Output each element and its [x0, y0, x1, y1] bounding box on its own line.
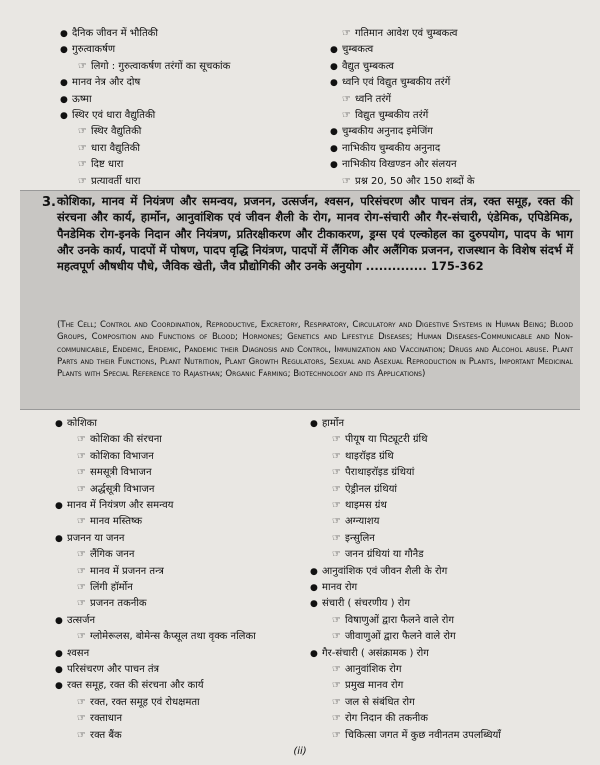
pointing-hand-icon: ☞ — [332, 467, 341, 479]
bullet-icon: ● — [60, 111, 68, 121]
toc-subtopic[interactable] — [77, 451, 154, 463]
bullet-icon: ● — [330, 78, 338, 89]
toc-topic[interactable] — [330, 126, 433, 138]
toc-label: उत्सर्जन — [67, 614, 96, 626]
pointing-hand-icon: ☞ — [78, 60, 87, 72]
toc-subtopic[interactable] — [342, 28, 457, 40]
bullet-icon: ● — [55, 665, 63, 675]
toc-subtopic[interactable] — [332, 664, 401, 676]
toc-subtopic[interactable] — [332, 516, 379, 528]
pointing-hand-icon: ☞ — [78, 126, 87, 138]
bullet-icon: ● — [55, 681, 63, 692]
toc-topic[interactable] — [310, 418, 344, 430]
chapter-page-range: 175-362 — [430, 259, 484, 274]
pointing-hand-icon: ☞ — [332, 729, 341, 741]
bullet-icon: ● — [310, 583, 318, 593]
toc-topic[interactable] — [330, 143, 440, 155]
pointing-hand-icon: ☞ — [342, 110, 351, 121]
bullet-icon: ● — [330, 61, 338, 72]
toc-subtopic[interactable] — [332, 484, 397, 496]
pointing-hand-icon: ☞ — [332, 483, 341, 495]
toc-subtopic[interactable] — [78, 126, 141, 138]
toc-label: इन्सुलिन — [345, 532, 375, 544]
toc-label: कोशिका की संरचना — [90, 434, 162, 446]
toc-subtopic[interactable] — [78, 159, 123, 171]
pointing-hand-icon: ☞ — [342, 93, 351, 105]
toc-label: मानव मस्तिष्क — [90, 516, 143, 528]
toc-label: लिगो : गुरुत्वाकर्षण तरंगों का सूचकांक — [91, 60, 231, 72]
toc-subtopic[interactable] — [77, 549, 134, 561]
bullet-icon: ● — [330, 45, 338, 56]
toc-label: समसूत्री विभाजन — [90, 467, 152, 479]
toc-label: मानव में प्रजनन तन्त्र — [90, 565, 164, 577]
toc-subtopic[interactable] — [77, 566, 164, 578]
pointing-hand-icon: ☞ — [332, 516, 341, 528]
toc-label: स्थिर वैद्युतिकी — [91, 126, 142, 138]
chapter-number: 3. — [42, 195, 56, 210]
toc-label: परिसंचरण और पाचन तंत्र — [67, 664, 160, 675]
toc-label: चुम्बकत्व — [342, 44, 374, 56]
toc-subtopic[interactable] — [332, 451, 394, 463]
pointing-hand-icon: ☞ — [77, 713, 86, 725]
chapter-title-english: (The Cell; Control and Coordination, Reproductive, Excretory, Respiratory, Circulatory and Digestive Systems in Human Being; Blood Groups, Composition and Functions of Blood; Hormones; Genetics and Lifestyle Diseases; Human Diseases-Communicable and Non-communicable, Endemic, Epidemic, Pandemic their Diagnosis and Control, Immunization and Vaccination; Drugs and Alcohol abuse. Plant Parts and their Functions, Plant Nutrition, Plant Growth Regulators, Sexual and Asexual Reproduction in Plants, Important Medicinal Plants with Special Reference to Rajasthan; Organic Farming; Biotechnology and its Applications) — [57, 320, 573, 380]
toc-label: प्रजनन या जनन — [67, 532, 125, 544]
pointing-hand-icon: ☞ — [77, 598, 86, 610]
toc-subtopic[interactable] — [342, 110, 428, 122]
toc-label: रक्त, रक्त समूह एवं रोधक्षमता — [90, 696, 200, 708]
toc-label: नाभिकीय विखण्डन और संलयन — [342, 159, 457, 171]
toc-subtopic[interactable] — [77, 484, 154, 496]
toc-label: जल से संबंधित रोग — [345, 696, 415, 708]
toc-topic[interactable] — [330, 159, 457, 171]
toc-label: गतिमान आवेश एवं चुम्बकत्व — [355, 28, 458, 39]
pointing-hand-icon: ☞ — [332, 614, 341, 626]
chapter-3-heading-band — [20, 190, 580, 410]
toc-label: रक्त समूह, रक्त की संरचना और कार्य — [67, 680, 204, 692]
bullet-icon: ● — [310, 599, 318, 610]
toc-topic[interactable] — [330, 44, 373, 56]
toc-label: ग्लोमेरूलस, बोमेन्स कैप्सूल तथा वृक्क नलिका — [90, 631, 256, 643]
toc-label: प्रजनन तकनीक — [90, 598, 147, 610]
toc-subtopic[interactable] — [77, 516, 142, 528]
toc-label: पीयूष या पिट्यूटरी ग्रंथि — [345, 434, 428, 446]
toc-label: चिकित्सा जगत में कुछ नवीनतम उपलब्धियाँ — [345, 729, 501, 741]
toc-subtopic[interactable] — [332, 549, 424, 561]
toc-topic[interactable] — [55, 648, 89, 660]
toc-topic[interactable] — [60, 77, 140, 89]
pointing-hand-icon: ☞ — [77, 582, 86, 593]
toc-topic[interactable] — [330, 77, 450, 89]
toc-subtopic[interactable] — [332, 467, 414, 479]
pointing-hand-icon: ☞ — [78, 175, 87, 187]
pointing-hand-icon: ☞ — [342, 28, 351, 39]
pointing-hand-icon: ☞ — [332, 549, 341, 561]
toc-label: वैद्युत चुम्बकत्व — [342, 60, 394, 72]
toc-topic[interactable] — [55, 664, 159, 676]
toc-subtopic[interactable] — [77, 582, 133, 594]
pointing-hand-icon: ☞ — [77, 729, 86, 741]
bullet-icon: ● — [60, 45, 68, 56]
toc-label: आनुवांशिक एवं जीवन शैली के रोग — [322, 565, 448, 577]
toc-subtopic[interactable] — [332, 533, 375, 545]
toc-topic[interactable] — [55, 533, 124, 545]
pointing-hand-icon: ☞ — [342, 175, 351, 187]
toc-subtopic[interactable] — [332, 500, 387, 512]
toc-label: रक्त बैंक — [90, 729, 122, 741]
pointing-hand-icon: ☞ — [332, 434, 341, 446]
chapter-title-hindi[interactable] — [57, 193, 573, 274]
pointing-hand-icon: ☞ — [77, 467, 86, 479]
pointing-hand-icon: ☞ — [332, 631, 341, 643]
toc-topic[interactable] — [310, 648, 429, 660]
bullet-icon: ● — [310, 566, 318, 577]
toc-subtopic[interactable] — [332, 697, 415, 709]
toc-label: विद्युत चुम्बकीय तरंगें — [355, 110, 429, 121]
pointing-hand-icon: ☞ — [332, 450, 341, 462]
pointing-hand-icon: ☞ — [77, 631, 86, 643]
pointing-hand-icon: ☞ — [77, 434, 86, 446]
bullet-icon: ● — [55, 533, 63, 544]
pointing-hand-icon: ☞ — [332, 664, 341, 675]
pointing-hand-icon: ☞ — [77, 483, 86, 495]
toc-label: थाइरॉइड ग्रंथि — [345, 450, 394, 462]
toc-label: लैंगिक जनन — [90, 549, 135, 561]
toc-label: अग्न्याशय — [345, 516, 380, 528]
toc-label: मानव में नियंत्रण और समन्वय — [67, 500, 174, 511]
toc-label: ऊष्मा — [72, 93, 92, 105]
toc-topic[interactable] — [60, 44, 115, 56]
pointing-hand-icon: ☞ — [332, 713, 341, 725]
toc-label: विषाणुओं द्वारा फैलने वाले रोग — [345, 614, 454, 626]
toc-label: अर्द्धसूत्री विभाजन — [90, 483, 155, 495]
toc-label: संचारी ( संचरणीय ) रोग — [322, 598, 411, 610]
pointing-hand-icon: ☞ — [332, 696, 341, 708]
pointing-hand-icon: ☞ — [78, 142, 87, 154]
toc-subtopic[interactable] — [77, 598, 147, 610]
bullet-icon: ● — [55, 501, 63, 511]
toc-subtopic[interactable] — [332, 713, 428, 725]
toc-subtopic[interactable] — [332, 615, 454, 627]
toc-subtopic[interactable] — [78, 143, 140, 155]
toc-subtopic[interactable] — [77, 713, 122, 725]
toc-topic[interactable] — [55, 680, 204, 692]
toc-label: जीवाणुओं द्वारा फैलने वाले रोग — [345, 631, 456, 643]
pointing-hand-icon: ☞ — [78, 159, 87, 171]
toc-subtopic[interactable] — [342, 176, 475, 188]
bullet-icon: ● — [55, 615, 63, 626]
toc-subtopic[interactable] — [77, 434, 162, 446]
toc-subtopic[interactable] — [77, 697, 200, 709]
toc-label: लिंगी हॉर्मोन — [90, 582, 133, 593]
toc-label: रक्ताधान — [90, 713, 123, 725]
toc-subtopic[interactable] — [78, 176, 140, 188]
toc-label: गुरुत्वाकर्षण — [72, 44, 116, 56]
bullet-icon: ● — [310, 648, 318, 659]
pointing-hand-icon: ☞ — [332, 532, 341, 544]
pointing-hand-icon: ☞ — [77, 450, 86, 462]
toc-label: प्रमुख मानव रोग — [345, 680, 404, 692]
toc-label: हार्मोन — [322, 418, 345, 429]
toc-label: थाइमस ग्रंथ — [345, 500, 387, 511]
pointing-hand-icon: ☞ — [77, 516, 86, 528]
toc-topic[interactable] — [330, 61, 394, 73]
toc-topic[interactable] — [60, 110, 155, 122]
toc-label: कोशिका — [67, 418, 97, 429]
toc-topic[interactable] — [310, 598, 410, 610]
toc-subtopic[interactable] — [332, 631, 456, 643]
pointing-hand-icon: ☞ — [332, 500, 341, 511]
toc-subtopic[interactable] — [342, 94, 391, 106]
bullet-icon: ● — [330, 127, 338, 138]
toc-subtopic[interactable] — [78, 61, 230, 73]
toc-label: स्थिर एवं धारा वैद्युतिकी — [72, 110, 156, 121]
toc-subtopic[interactable] — [77, 730, 122, 742]
toc-subtopic[interactable] — [332, 730, 501, 742]
toc-label: प्रत्यावर्ती धारा — [91, 175, 141, 187]
bullet-icon: ● — [55, 419, 63, 429]
toc-subtopic[interactable] — [77, 467, 152, 479]
toc-subtopic[interactable] — [332, 434, 428, 446]
pointing-hand-icon: ☞ — [77, 549, 86, 561]
toc-topic[interactable] — [55, 500, 173, 512]
bullet-icon: ● — [60, 94, 68, 105]
toc-label: पैराथाइरॉइड ग्रंथियां — [345, 467, 415, 479]
toc-label: कोशिका विभाजन — [90, 450, 154, 462]
toc-label: रोग निदान की तकनीक — [345, 713, 428, 725]
toc-label: दिष्ट धारा — [91, 159, 124, 171]
toc-label: चुम्बकीय अनुनाद इमेजिंग — [342, 126, 433, 138]
toc-label: श्वसन — [67, 647, 90, 659]
bullet-icon: ● — [60, 29, 68, 39]
toc-label: नाभिकीय चुम्बकीय अनुनाद — [342, 142, 441, 154]
toc-label: प्रश्न 20, 50 और 150 शब्दों के — [355, 175, 475, 187]
bullet-icon: ● — [330, 143, 338, 154]
toc-topic[interactable] — [310, 582, 357, 594]
toc-label: धारा वैद्युतिकी — [91, 142, 141, 154]
toc-topic[interactable] — [60, 94, 92, 106]
toc-label: ऐड्रीनल ग्रंथियां — [345, 483, 397, 495]
toc-label: ध्वनि एवं विद्युत चुम्बकीय तरंगें — [342, 77, 451, 89]
bullet-icon: ● — [310, 419, 318, 429]
toc-label: मानव नेत्र और दोष — [72, 77, 141, 89]
toc-label: मानव रोग — [322, 582, 358, 593]
pointing-hand-icon: ☞ — [332, 680, 341, 692]
bullet-icon: ● — [55, 648, 63, 659]
toc-label: गैर-संचारी ( असंक्रामक ) रोग — [322, 647, 429, 659]
bullet-icon: ● — [60, 78, 68, 89]
toc-subtopic[interactable] — [332, 680, 403, 692]
toc-topic[interactable] — [55, 418, 97, 430]
toc-topic[interactable] — [55, 615, 95, 627]
toc-label: दैनिक जीवन में भौतिकी — [72, 28, 158, 39]
toc-label: जनन ग्रंथियां या गौनैड — [345, 549, 424, 561]
toc-label: ध्वनि तरंगें — [355, 93, 392, 105]
bullet-icon: ● — [330, 160, 338, 171]
toc-label: आनुवांशिक रोग — [345, 664, 402, 675]
chapter-title-text: कोशिका, मानव में नियंत्रण और समन्वय, प्रजनन, उत्सर्जन, श्वसन, परिसंचरण और पाचन तंत्र, रक्त समूह, रक्त की संरचना और कार्य, हार्मोन, आनुवांशिक एवं जीवन शैली के रोग, मानव रोग-संचारी और गैर-संचारी, एंडेमिक, एपिडेमिक, पैनडेमिक रोग-इनके निदान और नियंत्रण, प्रतिरक्षीकरण और टीकाकरण, ड्रग्स एवं एल्कोहल का दुरुपयोग, पादप के भाग और उनके कार्य, पादपों में पोषण, पादप वृद्धि नियंत्रण, पादपों में लैंगिक और अलैंगिक प्रजनन, राजस्थान के विशेष संदर्भ में महत्वपूर्ण औषधीय पौधे, जैविक खेती, जैव प्रौद्योगिकी और उनके अनुयोग .............. — [57, 194, 573, 274]
toc-subtopic[interactable] — [77, 631, 256, 643]
pointing-hand-icon: ☞ — [77, 696, 86, 708]
page-number: (ii) — [293, 746, 307, 757]
toc-topic[interactable] — [310, 566, 447, 578]
pointing-hand-icon: ☞ — [77, 565, 86, 577]
toc-topic[interactable] — [60, 28, 158, 40]
